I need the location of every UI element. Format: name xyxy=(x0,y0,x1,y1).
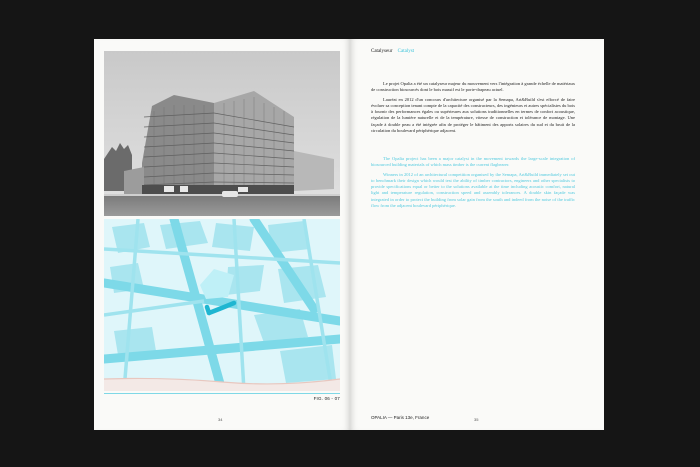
english-paragraph: Winners in 2012 of an architectural competition organised by the Semapa, Art&Build immediately set out to benchmark their design which would test the ability of timber contractors, engineers and other specialists to provide specifications equal or better to the solutions available at the time including acoustic comfort, natural light and temperature regulation, construction speed and assembly tolerances. A double skin façade was integrated in order to protect the building from solar gain from the south and indeed from the noise of the traffic flow from the adjacent boulevard périphérique. xyxy=(371,172,575,208)
right-page xyxy=(350,39,604,430)
header-english: Catalyst xyxy=(397,49,415,54)
english-paragraph: The Opalia project has been a major catalyst in the movement towards the large-scale integration of biosourced building materials of which mass timber is the current flagbearer. xyxy=(371,156,575,168)
left-page xyxy=(94,39,350,430)
figure-rule xyxy=(104,393,340,394)
french-paragraph: Le projet Opalia a été un catalyseur majeur du mouvement vers l'intégration à grande échelle de matériaux de construction biosourcés dont le bois massif est le porte-drapeau actuel. xyxy=(371,81,575,93)
site-map xyxy=(104,219,340,391)
header-french: Catalyseur xyxy=(371,49,393,54)
section-header xyxy=(371,49,414,54)
open-book xyxy=(94,39,604,430)
french-paragraph: Lauréat en 2012 d'un concours d'architecture organisé par la Semapa, Art&Build s'est efforcé de faire évoluer sa conception tenant compte de la capacité des constructeurs, des ingénieurs et autres spécialistes du bois à fournir des performances égales ou supérieures aux solutions traditionnelles en termes de confort acoustique, régulation de la lumière naturelle et de la température, vitesse de construction et tolérance de montage. Une façade à double peau a été intégrée afin de protéger le bâtiment des apports solaires du sud et du bruit de la circulation du boulevard périphérique adjacent. xyxy=(371,97,575,133)
figure-caption: FIG. 06 - 07 xyxy=(313,396,340,401)
right-page-number: 35 xyxy=(474,417,479,422)
building-photo xyxy=(104,51,340,216)
left-page-number: 34 xyxy=(218,417,223,422)
page-footer: OPALIA — Paris 13e, France xyxy=(371,415,430,420)
french-text xyxy=(371,81,575,138)
english-text xyxy=(371,156,575,213)
